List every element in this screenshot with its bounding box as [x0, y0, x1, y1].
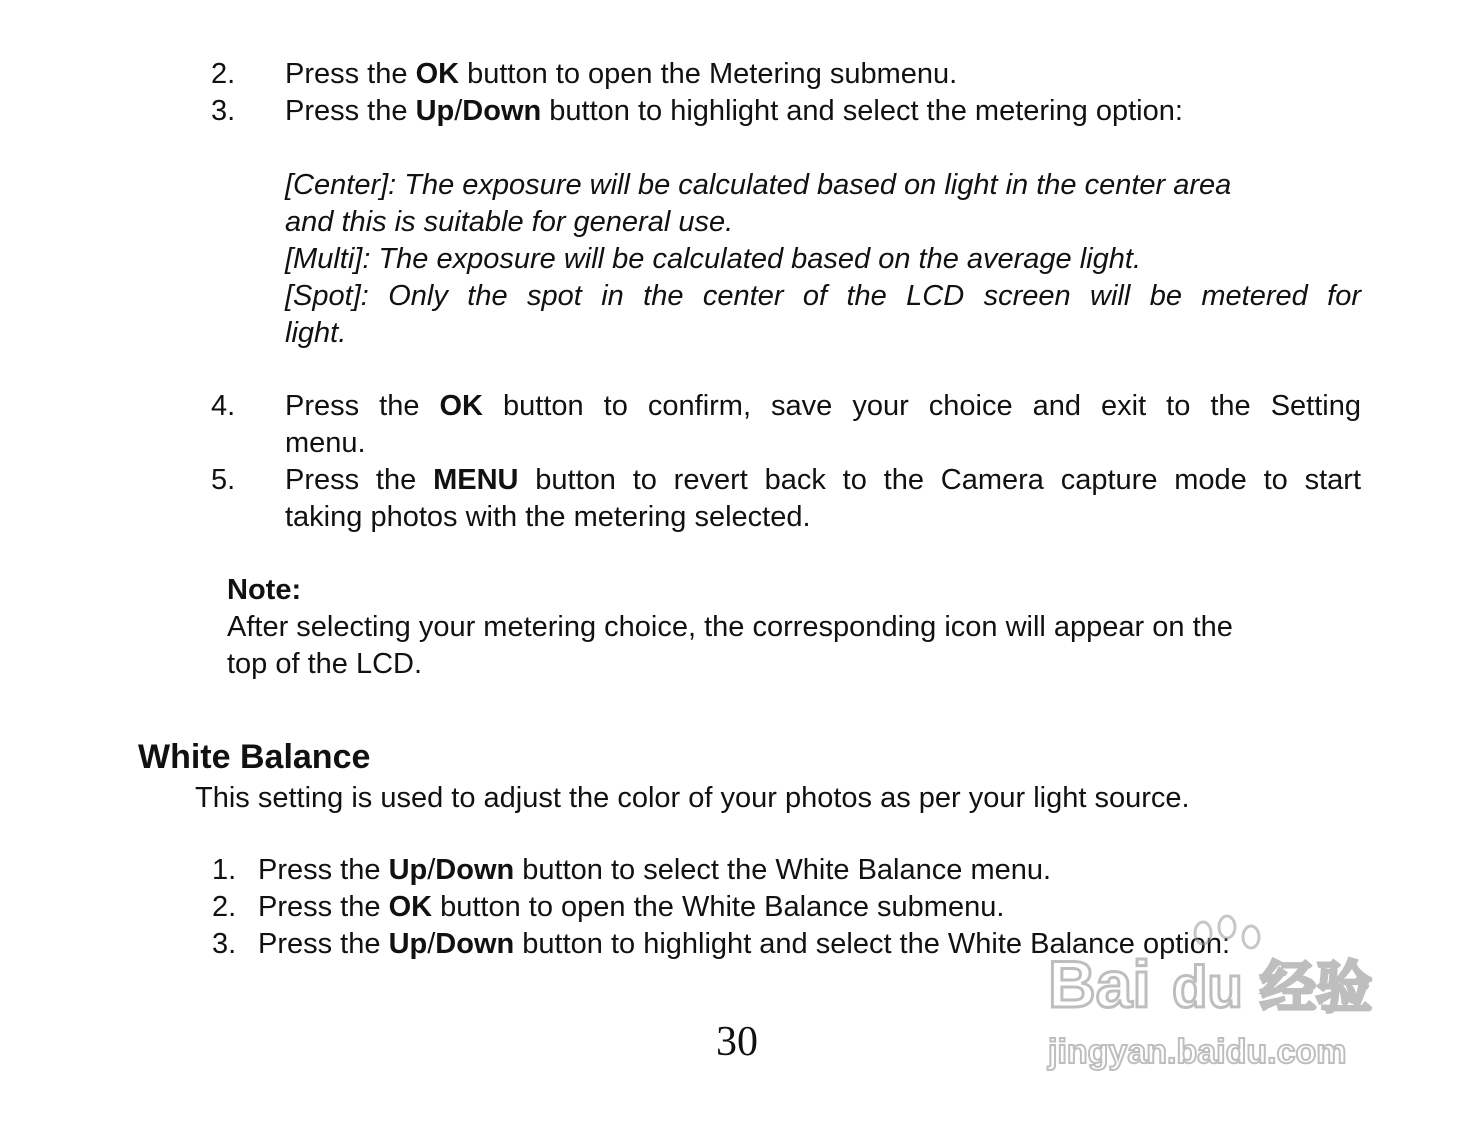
ok-key: OK — [415, 58, 460, 90]
step-number: 2. — [211, 58, 236, 90]
option-center-line2: and this is suitable for general use. — [285, 206, 734, 238]
option-spot-line1: [Spot]: Only the spot in the center of the LCD screen will be metered for — [285, 280, 1361, 312]
metering-step-4: Press the OK button to confirm, save your choice and exit to the Setting — [285, 390, 1361, 422]
step-number: 5. — [211, 464, 236, 496]
note-line2: top of the LCD. — [227, 648, 423, 680]
note-line1: After selecting your metering choice, the corresponding icon will appear on the — [227, 611, 1233, 643]
section-intro: This setting is used to adjust the color of your photos as per your light source. — [195, 782, 1190, 814]
svg-text:jingyan.baidu.com: jingyan.baidu.com — [1048, 1033, 1347, 1071]
step-number: 1. — [212, 854, 237, 886]
option-multi: [Multi]: The exposure will be calculated based on the average light. — [285, 243, 1141, 275]
wb-step-1: Press the Up/Down button to select the White Balance menu. — [258, 854, 1052, 886]
metering-step-5-line2: taking photos with the metering selected. — [285, 501, 811, 533]
page-number: 30 — [716, 1019, 758, 1065]
step-number: 3. — [212, 928, 237, 960]
step-number: 2. — [212, 891, 237, 923]
metering-step-3: Press the Up/Down button to highlight and select the metering option: — [285, 95, 1183, 127]
wb-step-2: Press the OK button to open the White Balance submenu. — [258, 891, 1005, 923]
svg-text:du: du — [1172, 955, 1243, 1020]
section-heading: White Balance — [138, 738, 371, 776]
option-spot-line2: light. — [285, 317, 347, 349]
step-number: 3. — [211, 95, 236, 127]
baidu-watermark-logo — [1040, 905, 1390, 1080]
metering-step-2: Press the OK button to open the Metering submenu. — [285, 58, 958, 90]
metering-step-4-line2: menu. — [285, 427, 366, 459]
option-center-line1: [Center]: The exposure will be calculated based on light in the center area — [285, 169, 1232, 201]
svg-text:Bai: Bai — [1048, 947, 1151, 1021]
wb-step-3: Press the Up/Down button to highlight and select the White Balance option: — [258, 928, 1231, 960]
metering-step-5: Press the MENU button to revert back to the Camera capture mode to start — [285, 464, 1362, 496]
svg-text:经验: 经验 — [1260, 956, 1372, 1021]
note-label: Note: — [227, 574, 302, 606]
step-number: 4. — [211, 390, 236, 422]
